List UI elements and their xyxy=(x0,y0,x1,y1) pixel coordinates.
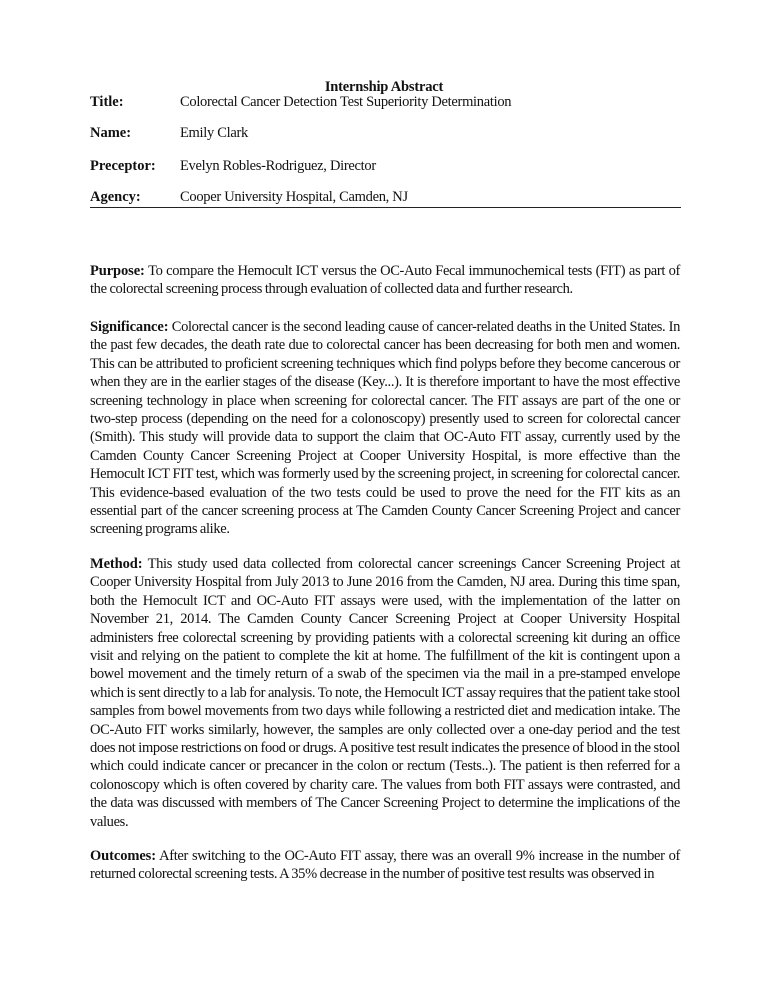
preceptor-value: Evelyn Robles-Rodriguez, Director xyxy=(180,158,376,174)
outcomes-text: After switching to the OC-Auto FIT assay, there was an overall 9% increase in the number of returned colorectal screening tests. A 35% decrease in the number of positive test results was observed in xyxy=(90,848,680,883)
title-label: Title: xyxy=(90,94,124,110)
purpose-paragraph xyxy=(90,262,680,299)
name-label: Name: xyxy=(90,125,132,141)
method-label: Method: xyxy=(90,556,143,572)
agency-row xyxy=(90,189,680,207)
method-paragraph xyxy=(90,555,680,831)
preceptor-label: Preceptor: xyxy=(90,158,156,174)
title-row xyxy=(90,94,680,112)
significance-paragraph xyxy=(90,318,680,539)
header-divider xyxy=(90,207,681,208)
purpose-text: To compare the Hemocult ICT versus the OC-Auto Fecal immunochemical tests (FIT) as part of the colorectal screening process through evaluation of collected data and further research. xyxy=(90,263,681,298)
title-value: Colorectal Cancer Detection Test Superiority Determination xyxy=(180,94,512,110)
preceptor-row xyxy=(90,158,680,176)
method-text: This study used data collected from colorectal cancer screenings Cancer Screening Project at Cooper University Hospital from July 2013 to June 2016 from the Camden, NJ area. During this time span, both the Hemocult ICT and OC-Auto FIT assays were used, with the implementation of the latter on November 21, 2014. The Camden County Cancer Screening Project at Cooper University Hospital administers free colorectal screening by providing patients with a colorectal screening kit during an office visit and relying on the patient to complete the kit at home. The fulfillment of the kit is contingent upon a bowel movement and the timely return of a swab of the specimen via the mail in a pre-stamped envelope which is sent directly to a lab for analysis. To note, the Hemocult ICT assay requires that the patient take stool samples from bowel movements from two days while following a restricted diet and medication intake. The OC-Auto FIT works similarly, however, the samples are only collected over a one-day period and the test does not impose restrictions on food or drugs. A positive test result indicates the presence of blood in the stool which could indicate cancer or precancer in the colon or rectum (Tests..). The patient is then referred for a colonoscopy which is often covered by charity care. The values from both FIT assays were contrasted, and the data was discussed with members of The Cancer Screening Project to determine the implications of the values. xyxy=(90,556,680,830)
outcomes-paragraph xyxy=(90,847,680,884)
significance-text: Colorectal cancer is the second leading cause of cancer-related deaths in the United States. In the past few decades, the death rate due to colorectal cancer has been decreasing for both men and women. This can be attributed to proficient screening techniques which find polyps before they become cancerous or when they are in the earlier stages of the disease (Key...). It is therefore important to have the most effective screening technology in place when screening for colorectal cancer. The FIT assays are part of the one or two-step process (depending on the need for a colonoscopy) presently used to screen for colorectal cancer (Smith). This study will provide data to support the claim that OC-Auto FIT assay, currently used by the Camden County Cancer Screening Project at Cooper University Hospital, is more effective than the Hemocult ICT FIT test, which was formerly used by the screening project, in screening for colorectal cancer. This evidence-based evaluation of the two tests could be used to prove the need for the FIT kits as an essential part of the cancer screening process at The Camden County Cancer Screening Project and cancer screening programs alike. xyxy=(90,319,680,538)
agency-label: Agency: xyxy=(90,189,141,205)
significance-label: Significance: xyxy=(90,319,169,335)
name-value: Emily Clark xyxy=(180,125,248,141)
purpose-label: Purpose: xyxy=(90,263,145,279)
name-row xyxy=(90,125,680,143)
document-heading: Internship Abstract xyxy=(324,79,444,95)
agency-value: Cooper University Hospital, Camden, NJ xyxy=(180,189,408,205)
outcomes-label: Outcomes: xyxy=(90,848,156,864)
